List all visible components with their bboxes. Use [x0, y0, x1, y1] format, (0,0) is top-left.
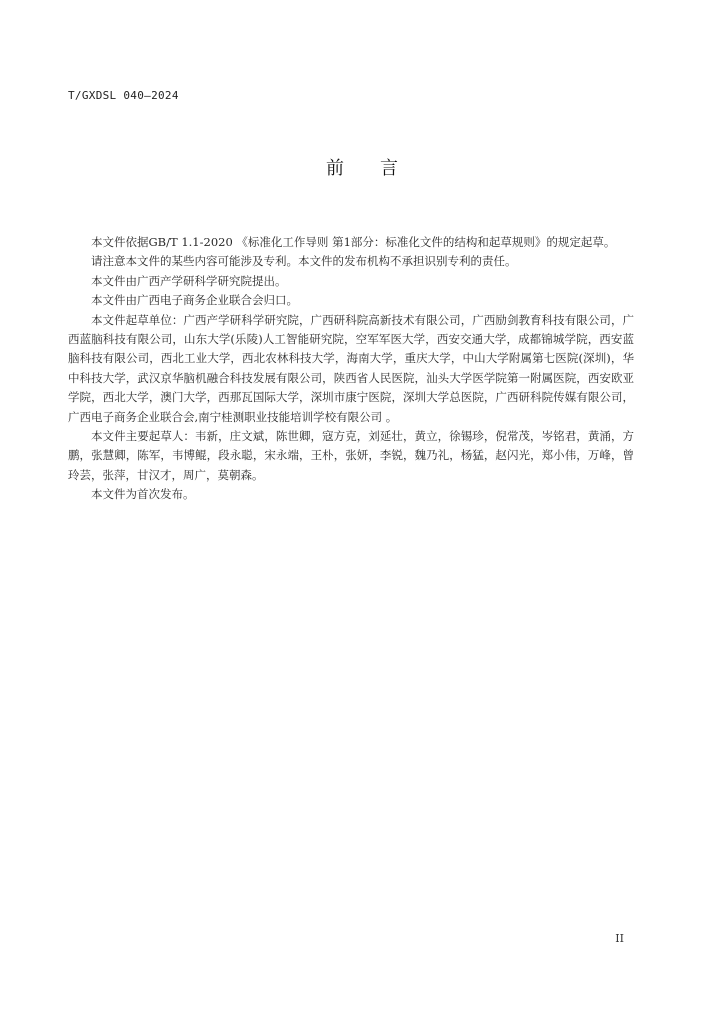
paragraph-drafters: 本文件主要起草人：韦新，庄文斌，陈世卿，寇方克，刘延壮，黄立，徐锡珍，倪常茂，岑铭君，黄涌，方鹏，张慧卿，陈军，韦博鲲，段永聪，宋永端，王朴，张妍，李锐，魏乃礼，杨猛，赵闪光，郑小伟，万峰，曾玲芸，张萍，甘汉才，周广，莫朝森。	[68, 429, 634, 482]
paragraph-proposer: 本文件由广西产学研科学研究院提出。	[91, 273, 287, 288]
paragraph-basis: 本文件依据GB/T 1.1-2020 《标准化工作导则 第1部分：标准化文件的结构和起草规则》的规定起草。	[91, 235, 616, 249]
section-title: 前 言	[326, 158, 398, 179]
paragraph-drafting-units: 本文件起草单位：广西产学研科学研究院，广西研科院高新技术有限公司，广西励剑教育科技有限公司，广西蓝脑科技有限公司，山东大学(乐陵)人工智能研究院，空军军医大学，西安交通大学，成都锦城学院，西安蓝脑科技有限公司，西北工业大学，西北农林科技大学，海南大学，重庆大学，中山大学附属第七医院(深圳)，华中科技大学，武汉京华脑机融合科技发展有限公司，陕西省人民医院，汕头大学医学院第一附属医院，西安欧亚学院，西北大学，澳门大学，西那瓦国际大学，深圳市康宁医院，深圳大学总医院，广西研科院传媒有限公司，广西电子商务企业联合会,南宁桂测职业技能培训学校有限公司 。	[68, 312, 634, 424]
page-number: II	[615, 932, 624, 945]
paragraph-patent-notice: 请注意本文件的某些内容可能涉及专利。本文件的发布机构不承担识别专利的责任。	[91, 254, 517, 269]
paragraph-administrator: 本文件由广西电子商务企业联合会归口。	[91, 293, 298, 308]
document-code: T/GXDSL 040—2024	[68, 89, 179, 102]
foreword-body	[68, 233, 634, 505]
paragraph-first-release: 本文件为首次发布。	[91, 487, 195, 502]
